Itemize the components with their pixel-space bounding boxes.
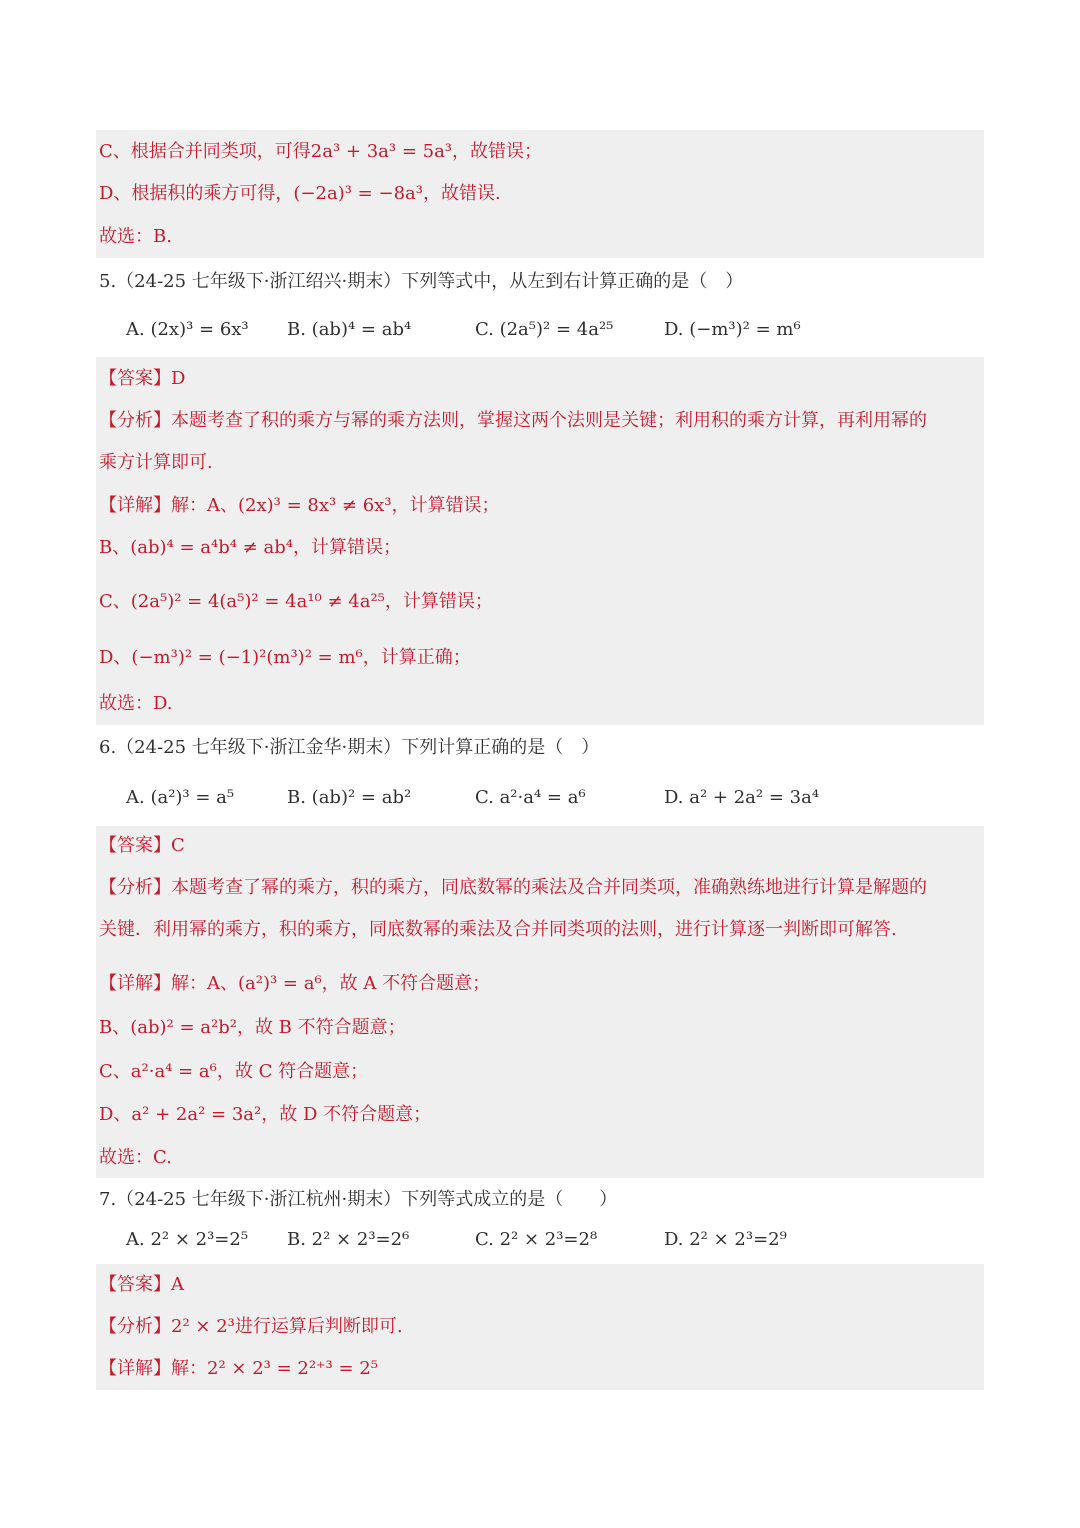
q5-stem: 5.（24-25 七年级下·浙江绍兴·期末）下列等式中，从左到右计算正确的是（ ） bbox=[99, 271, 744, 292]
q5-analysis-line1: 【分析】本题考查了积的乘方与幂的乘方法则，掌握这两个法则是关键；利用积的乘方计算，再利用幂的 bbox=[99, 410, 927, 431]
q7-answer: 【答案】A bbox=[99, 1274, 184, 1295]
q7-stem: 7.（24-25 七年级下·浙江杭州·期末）下列等式成立的是（ ） bbox=[99, 1189, 618, 1210]
q6-option-d: D. a² + 2a² = 3a⁴ bbox=[664, 787, 820, 808]
q6-detail-a: 【详解】解：A、(a²)³ = a⁶，故 A 不符合题意； bbox=[99, 973, 491, 994]
q7-option-d: D. 2² × 2³=2⁹ bbox=[664, 1229, 787, 1250]
q5-option-a: A. (2x)³ = 6x³ bbox=[126, 319, 249, 340]
q6-detail-d: D、a² + 2a² = 3a²，故 D 不符合题意； bbox=[99, 1104, 432, 1125]
q5-detail-a: 【详解】解：A、(2x)³ = 8x³ ≠ 6x³，计算错误； bbox=[99, 495, 500, 516]
q5-option-c: C. (2a⁵)² = 4a²⁵ bbox=[475, 319, 614, 340]
q5-choose: 故选：D. bbox=[99, 693, 173, 714]
q4-choose: 故选：B. bbox=[99, 226, 172, 247]
q6-option-b: B. (ab)² = ab² bbox=[287, 787, 412, 808]
q4-option-d-explanation: D、根据积的乘方可得，(−2a)³ = −8a³，故错误. bbox=[99, 183, 501, 204]
q6-choose: 故选：C. bbox=[99, 1147, 172, 1168]
q6-stem: 6.（24-25 七年级下·浙江金华·期末）下列计算正确的是（ ） bbox=[99, 737, 600, 758]
q5-answer: 【答案】D bbox=[99, 368, 186, 389]
q6-answer: 【答案】C bbox=[99, 835, 185, 856]
q6-analysis-line2: 关键．利用幂的乘方，积的乘方，同底数幂的乘法及合并同类项的法则，进行计算逐一判断即可解答. bbox=[99, 919, 897, 940]
q6-option-a: A. (a²)³ = a⁵ bbox=[126, 787, 235, 808]
q5-detail-d: D、(−m³)² = (−1)²(m³)² = m⁶，计算正确； bbox=[99, 647, 471, 668]
q7-detail: 【详解】解：2² × 2³ = 2²⁺³ = 2⁵ bbox=[99, 1358, 378, 1379]
q7-option-c: C. 2² × 2³=2⁸ bbox=[475, 1229, 598, 1250]
q5-option-d: D. (−m³)² = m⁶ bbox=[664, 319, 801, 340]
q6-detail-c: C、a²·a⁴ = a⁶，故 C 符合题意； bbox=[99, 1061, 369, 1082]
q6-option-c: C. a²·a⁴ = a⁶ bbox=[475, 787, 586, 808]
q5-detail-b: B、(ab)⁴ = a⁴b⁴ ≠ ab⁴，计算错误； bbox=[99, 537, 401, 558]
q5-detail-c: C、(2a⁵)² = 4(a⁵)² = 4a¹⁰ ≠ 4a²⁵，计算错误； bbox=[99, 591, 493, 612]
q7-option-b: B. 2² × 2³=2⁶ bbox=[287, 1229, 410, 1250]
q6-analysis-line1: 【分析】本题考查了幂的乘方，积的乘方，同底数幂的乘法及合并同类项，准确熟练地进行计算是解题的 bbox=[99, 877, 927, 898]
q5-analysis-line2: 乘方计算即可. bbox=[99, 452, 213, 473]
q5-option-b: B. (ab)⁴ = ab⁴ bbox=[287, 319, 412, 340]
q6-detail-b: B、(ab)² = a²b²，故 B 不符合题意； bbox=[99, 1017, 406, 1038]
q7-option-a: A. 2² × 2³=2⁵ bbox=[126, 1229, 249, 1250]
q7-analysis: 【分析】2² × 2³进行运算后判断即可. bbox=[99, 1316, 403, 1337]
q4-option-c-explanation: C、根据合并同类项，可得2a³ + 3a³ = 5a³，故错误； bbox=[99, 141, 543, 162]
